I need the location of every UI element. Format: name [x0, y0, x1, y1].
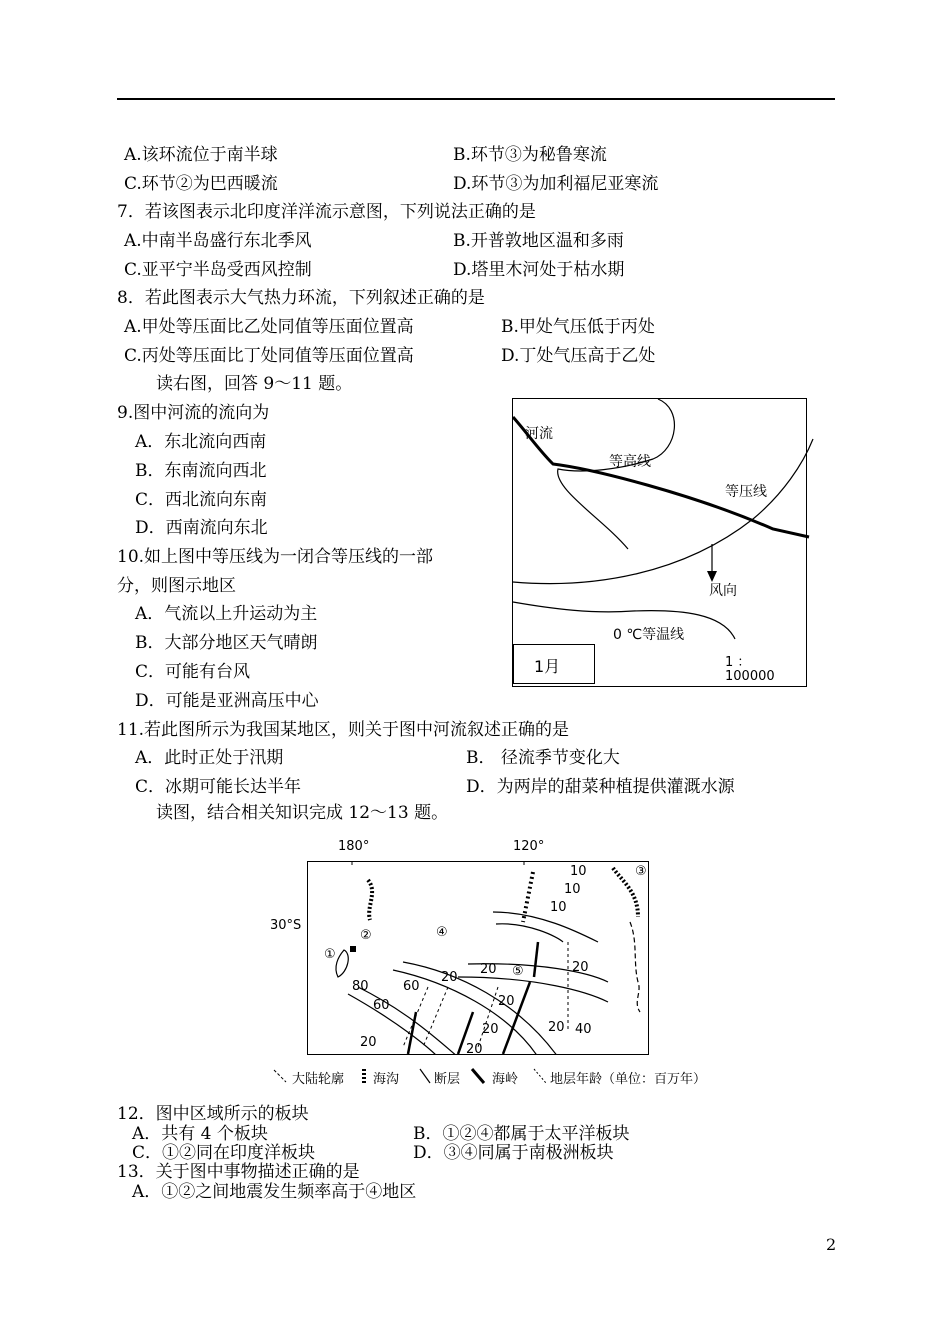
map2-age-label: 60 [373, 998, 390, 1013]
q12-option-a: A．共有 4 个板块 [132, 1124, 268, 1144]
map2-age-label: 20 [548, 1020, 565, 1035]
map-plate-tectonics [307, 861, 649, 1055]
map2-circle-4: ④ [436, 925, 448, 940]
q10-stem-line2: 分，则图示地区 [117, 576, 236, 596]
map2-age-label: 20 [572, 960, 589, 975]
map1-contour-label: 等高线 [609, 454, 651, 470]
map2-age-label: 80 [352, 979, 369, 994]
q6-option-c: C.环节②为巴西暖流 [124, 174, 278, 194]
map1-scale-bottom: 100000 [725, 669, 775, 684]
q7-stem: 7．若该图表示北印度洋洋流示意图，下列说法正确的是 [117, 202, 536, 222]
map1-isobar-label: 等压线 [725, 484, 767, 500]
map2-age-label: 20 [498, 994, 515, 1009]
q11-stem: 11.若此图所示为我国某地区，则关于图中河流叙述正确的是 [117, 720, 570, 740]
q7-option-c: C.亚平宁半岛受西风控制 [124, 260, 312, 280]
q10-option-b: B．大部分地区天气晴朗 [135, 633, 318, 653]
q7-option-b: B.开普敦地区温和多雨 [453, 231, 624, 251]
map2-age-label: 20 [480, 962, 497, 977]
intro-9-11: 读右图，回答 9～11 题。 [156, 374, 353, 394]
q6-option-b: B.环节③为秘鲁寒流 [453, 145, 607, 165]
q9-option-c: C．西北流向东南 [135, 490, 268, 510]
q12-option-c: C．①②同在印度洋板块 [132, 1143, 316, 1163]
map2-age-label: 20 [466, 1042, 483, 1055]
q11-option-c: C．冰期可能长达半年 [135, 777, 302, 797]
map2-age-label: 10 [564, 882, 581, 897]
map2-age-label: 10 [570, 864, 587, 879]
intro-12-13: 读图，结合相关知识完成 12～13 题。 [156, 803, 449, 823]
q9-option-b: B．东南流向西北 [135, 461, 267, 481]
map2-circle-3: ③ [635, 864, 647, 879]
legend-ridge: 海岭 [492, 1072, 519, 1087]
header-rule [117, 98, 835, 100]
q12-option-d: D．③④同属于南极洲板块 [413, 1143, 614, 1163]
map1-isotherm-label: 0 ℃等温线 [613, 627, 685, 643]
q11-option-d: D．为两岸的甜菜种植提供灌溉水源 [466, 777, 735, 797]
q11-option-b: B． 径流季节变化大 [466, 748, 620, 768]
map2-lines [308, 862, 648, 1054]
map2-age-label: 20 [482, 1022, 499, 1037]
q8-option-d: D.丁处气压高于乙处 [501, 346, 656, 366]
map2-lon-180: 180° [338, 839, 370, 854]
map2-age-label: 20 [441, 970, 458, 985]
q13-option-a: A．①②之间地震发生频率高于④地区 [132, 1182, 417, 1202]
map-river-weather [512, 398, 807, 687]
q10-stem-line1: 10.如上图中等压线为一闭合等压线的一部 [117, 547, 434, 567]
q8-option-b: B.甲处气压低于丙处 [501, 317, 655, 337]
q10-option-a: A．气流以上升运动为主 [135, 604, 318, 624]
q6-option-d: D.环节③为加利福尼亚寒流 [453, 174, 659, 194]
map2-age-label: 20 [360, 1035, 377, 1050]
q8-option-a: A.甲处等压面比乙处同值等压面位置高 [124, 317, 414, 337]
q7-option-d: D.塔里木河处于枯水期 [453, 260, 625, 280]
map2-age-label: 60 [403, 979, 420, 994]
map1-wind-label: 风向 [709, 583, 737, 599]
map1-scale-top: 1 ： [725, 655, 751, 670]
q10-option-d: D．可能是亚洲高压中心 [135, 691, 319, 711]
q12-stem: 12．图中区域所示的板块 [117, 1104, 309, 1124]
q13-stem: 13．关于图中事物描述正确的是 [117, 1162, 360, 1182]
q11-option-a: A．此时正处于汛期 [135, 748, 284, 768]
q9-option-d: D．西南流向东北 [135, 518, 268, 538]
q8-option-c: C.丙处等压面比丁处同值等压面位置高 [124, 346, 414, 366]
q8-stem: 8．若此图表示大气热力环流，下列叙述正确的是 [117, 288, 485, 308]
q7-option-a: A.中南半岛盛行东北季风 [124, 231, 312, 251]
map2-lon-120: 120° [513, 839, 545, 854]
q9-stem: 9.图中河流的流向为 [117, 403, 270, 423]
map1-month-label: 1月 [534, 657, 561, 676]
page-number: 2 [826, 1235, 837, 1254]
q9-option-a: A．东北流向西南 [135, 432, 267, 452]
legend-fault: 断层 [434, 1072, 461, 1087]
q6-option-a: A.该环流位于南半球 [124, 145, 278, 165]
q10-option-c: C．可能有台风 [135, 662, 251, 682]
legend-trench: 海沟 [373, 1072, 400, 1087]
map2-age-label: 10 [550, 900, 567, 915]
map1-river-label: 河流 [525, 426, 553, 442]
q12-option-b: B．①②④都属于太平洋板块 [413, 1124, 630, 1144]
map1-month-box [513, 644, 595, 684]
map2-circle-1: ① [324, 947, 336, 962]
map2-lat-30s: 30°S [270, 918, 302, 933]
legend-age: 地层年龄（单位：百万年） [550, 1072, 707, 1087]
map2-circle-5: ⑤ [512, 964, 524, 979]
map2-age-label: 40 [575, 1022, 592, 1037]
legend-coast: 大陆轮廓 [292, 1072, 345, 1087]
map2-circle-2: ② [360, 928, 372, 943]
